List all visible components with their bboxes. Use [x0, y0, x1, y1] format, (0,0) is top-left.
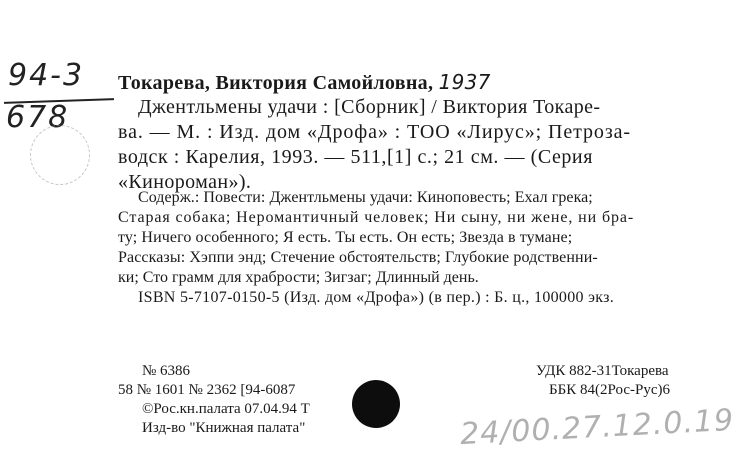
author-name: Токарева, Виктория Самойловна, [118, 72, 434, 94]
author-heading [118, 70, 491, 95]
handwritten-note: 24/00.27.12.0.19 [459, 402, 735, 453]
title-line: водск : Карелия, 1993. — 511,[1] с.; 21 см. — (Серия [118, 146, 593, 168]
contents-line: ту; Ничего особенного; Я есть. Ты есть. Он есть; Звезда в тумане; [118, 229, 573, 246]
author-birth-year: 1937 [438, 70, 491, 94]
title-line: «Кинороман»). [118, 171, 252, 193]
registry-number: № 6386 [142, 363, 191, 379]
registry-codes: 58 № 1601 № 2362 [94-6087 [118, 382, 296, 398]
udk-code: УДК 882-31Токарева [536, 363, 669, 379]
publisher-note: Изд-во "Книжная палата" [142, 420, 306, 436]
isbn-line: ISBN 5-7107-0150-5 (Изд. дом «Дрофа») (в пер.) : Б. ц., 100000 экз. [138, 289, 615, 306]
chamber-copyright: ©Рос.кн.палата 07.04.94 Т [142, 401, 310, 417]
ink-blot [352, 380, 400, 428]
call-number-top: 94-3 [8, 58, 85, 93]
contents-line: Содерж.: Повести: Джентльмены удачи: Киноповесть; Ехал грека; [138, 189, 593, 206]
title-line: ва. — М. : Изд. дом «Дрофа» : ТОО «Лирус»; Петроза- [118, 121, 631, 143]
bbk-code: ББК 84(2Рос-Рус)6 [549, 382, 670, 398]
call-number-bottom: 678 [6, 100, 70, 135]
contents-line: Рассказы: Хэппи энд; Стечение обстоятельств; Глубокие родственни- [118, 249, 598, 266]
title-line: Джентльмены удачи : [Сборник] / Виктория Токаре- [138, 96, 601, 118]
contents-line: Старая собака; Неромантичный человек; Ни сыну, ни жене, ни бра- [118, 209, 635, 226]
contents-line: ки; Сто грамм для храбрости; Зигзаг; Длинный день. [118, 269, 479, 286]
